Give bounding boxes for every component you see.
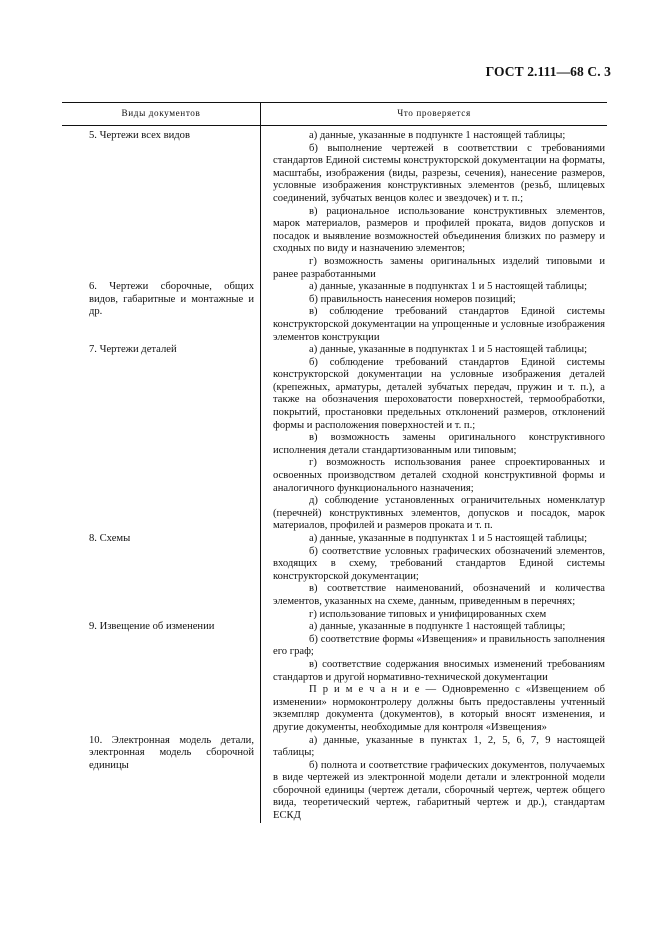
document-kind: 7. Чертежи деталей — [89, 344, 177, 356]
check-item: а) данные, указанные в подпунктах 1 и 5 настоящей таблицы; — [309, 344, 588, 356]
table-row — [62, 130, 607, 281]
table-row — [62, 621, 607, 734]
check-items — [260, 533, 607, 621]
table-row — [62, 344, 607, 533]
check-items — [260, 735, 607, 823]
check-item: в) соответствие наименований, обозначений и количества элементов, указанных на схеме, данным, приведенным в перечнях; — [273, 583, 605, 607]
check-item: а) данные, указанные в подпунктах 1 и 5 настоящей таблицы; — [309, 281, 588, 293]
check-item: б) правильность нанесения номеров позиций; — [309, 293, 516, 305]
document-kind: 5. Чертежи всех видов — [89, 130, 190, 141]
check-table — [62, 102, 607, 823]
check-item: в) соответствие содержания вносимых изменений требованиям стандартов и другой нормативно-технической документации — [273, 658, 605, 683]
check-item: а) данные, указанные в подпункте 1 настоящей таблицы; — [309, 621, 566, 633]
table-row — [62, 735, 607, 823]
check-item: б) выполнение чертежей в соответствии с требованиями стандартов Единой системы конструкторской документации на форматы, масштабы, изображения (виды, разрезы, сечения), нанесение размеров, условные изображения конструктивных элементов (резьб, шлицевых соединений, зубчатых венцов колес и звездочек) и т. п.; — [273, 142, 605, 204]
column-divider — [260, 126, 261, 823]
check-item: б) соответствие условных графических обозначений элементов, входящих в схему, требований стандартов Единой системы конструкторской документации; — [273, 545, 605, 582]
check-items — [260, 130, 607, 281]
check-item: в) рациональное использование конструктивных элементов, марок материалов, размеров и профилей проката, видов допусков и посадок и выявление возможностей объединения близких по размеру и сходных по виду и назначению элементов; — [273, 205, 605, 255]
page-header: ГОСТ 2.111—68 С. 3 — [485, 64, 611, 79]
check-item: в) соблюдение требований стандартов Единой системы конструкторской документации на упрощенные и условные изображения элементов конструкции — [273, 306, 605, 343]
check-item: а) данные, указанные в подпунктах 1 и 5 настоящей таблицы; — [309, 533, 588, 544]
column-header-checked: Что проверяется — [397, 108, 471, 118]
check-item: П р и м е ч а н и е — Одновременно с «Извещением об изменении» нормоконтролеру должны быть предоставлены учтенный экземпляр документа (документов), в который вносят изменения, и другие документы, необходимые для контроля «Извещения» — [273, 684, 605, 733]
check-items — [260, 281, 607, 344]
table-row — [62, 281, 607, 344]
document-kind: 10. Электронная модель детали, электронная модель сборочной единицы — [89, 734, 254, 771]
check-item: б) полнота и соответствие графических документов, получаемых в виде чертежей из электронной модели детали и электронной модели сборочной единицы (чертеж детали, сборочный чертеж, чертеж общего вида, теоретический чертеж, габаритный чертеж и др.), стандартам ЕСКД — [273, 759, 605, 822]
check-item: г) возможность замены оригинальных изделий типовыми и ранее разработанными — [273, 255, 605, 280]
table-row — [62, 533, 607, 621]
check-item: б) соответствие формы «Извещения» и правильность заполнения его граф; — [273, 633, 605, 658]
document-kind: 6. Чертежи сборочные, общих видов, габаритные и монтажные и др. — [89, 281, 254, 318]
document-kind: 9. Извещение об изменении — [89, 621, 215, 633]
check-item: г) использование типовых и унифицированных схем — [309, 608, 547, 620]
check-item: г) возможность использования ранее спроектированных и освоенных производством деталей сходной конструктивной формы и аналогичного функционального назначения; — [273, 457, 605, 494]
column-header-kinds: Виды документов — [121, 108, 201, 118]
table-header — [62, 102, 607, 126]
check-item: б) соблюдение требований стандартов Единой системы конструкторской документации на условные изображения деталей (крепежных, арматуры, деталей зубчатых передач, пружин и т. п.), а также на обозначения шероховатости поверхностей, термообработки, покрытий, простановки предельных отклонений размеров, отклонений формы и расположения поверхностей и т. п.; — [273, 356, 605, 431]
check-item: а) данные, указанные в пунктах 1, 2, 5, 6, 7, 9 настоящей таблицы; — [273, 734, 605, 759]
check-items — [260, 621, 607, 734]
document-kind: 8. Схемы — [89, 533, 131, 544]
check-item: а) данные, указанные в подпункте 1 настоящей таблицы; — [309, 130, 566, 141]
header-divider — [260, 103, 261, 125]
check-item: в) возможность замены оригинального конструктивного исполнения детали стандартизованным или типовым; — [273, 432, 605, 456]
check-items — [260, 344, 607, 533]
check-item: д) соблюдение установленных ограничительных номенклатур (перечней) конструктивных элементов, допусков и посадок, марок материалов, профилей и размеров проката и т. п. — [273, 495, 605, 532]
table-body — [62, 126, 607, 823]
